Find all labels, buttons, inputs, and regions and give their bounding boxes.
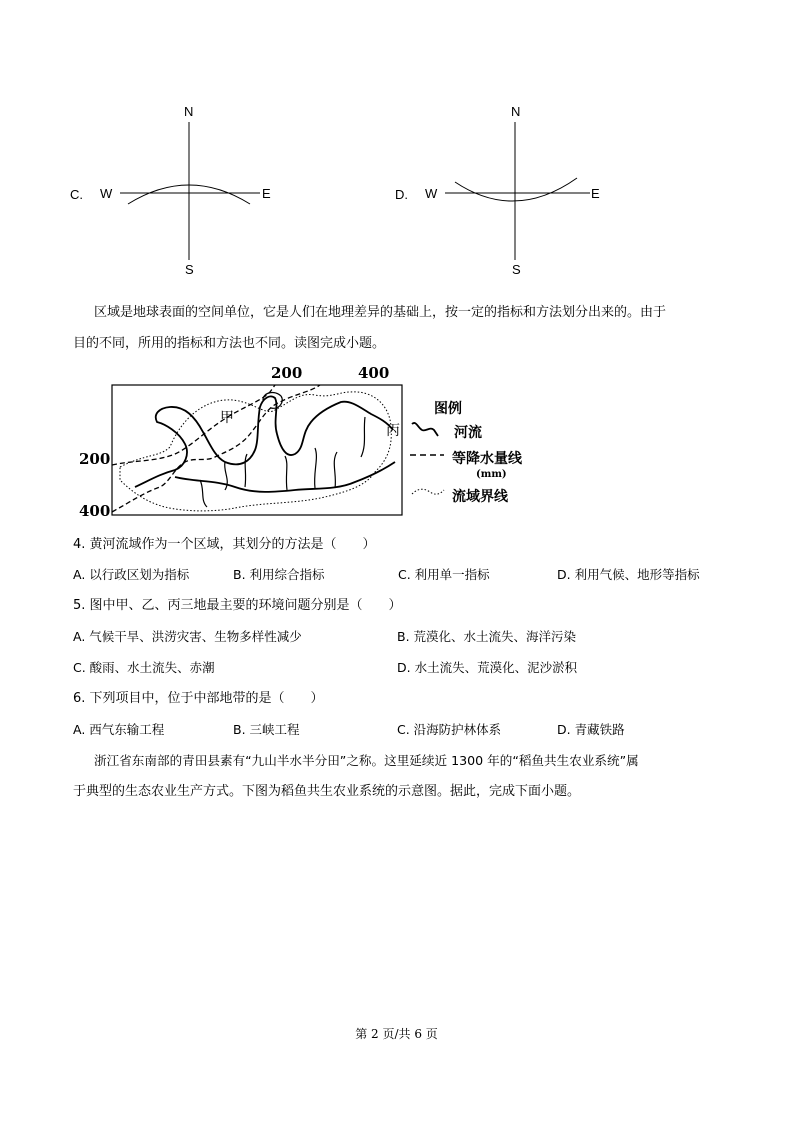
legend-basin-boundary-label: 流域界线 <box>452 489 508 505</box>
question-5-option-a: A. 气候干旱、洪涝灾害、生物多样性减少 <box>73 629 302 644</box>
north-label: N <box>184 104 194 119</box>
compass-c <box>70 100 290 280</box>
map-legend <box>410 398 550 518</box>
legend-title: 图例 <box>434 401 462 417</box>
intro-paragraph-2-line-2: 于典型的生态农业生产方式。下图为稻鱼共生农业系统的示意图。据此，完成下面小题。 <box>73 784 581 799</box>
east-label: E <box>262 186 271 201</box>
compass-d <box>395 100 615 280</box>
option-d-label: D. <box>395 187 408 202</box>
compass-d-diagram <box>395 100 615 280</box>
south-label: S <box>512 262 521 277</box>
west-label: W <box>425 186 438 201</box>
question-6-stem: 6. 下列项目中，位于中部地带的是（ ） <box>73 691 324 706</box>
question-5-option-c: C. 酸雨、水土流失、赤潮 <box>73 660 215 675</box>
question-5-option-d: D. 水土流失、荒漠化、泥沙淤积 <box>397 660 578 675</box>
east-label: E <box>591 186 600 201</box>
isohyet-200-top-label: 200 <box>271 364 303 382</box>
river-legend-icon <box>410 420 440 440</box>
question-5-stem: 5. 图中甲、乙、丙三地最主要的环境问题分别是（ ） <box>73 598 402 613</box>
option-c-label: C. <box>70 187 83 202</box>
question-6-option-d: D. 青藏铁路 <box>557 722 625 737</box>
question-4-option-b: B. 利用综合指标 <box>233 567 325 582</box>
north-label: N <box>511 104 521 119</box>
question-6-option-c: C. 沿海防护林体系 <box>397 722 502 737</box>
question-4-option-a: A. 以行政区划为指标 <box>73 567 190 582</box>
question-5-option-b: B. 荒漠化、水土流失、海洋污染 <box>397 629 577 644</box>
isohyet-400-top-label: 400 <box>358 364 390 382</box>
south-label: S <box>185 262 194 277</box>
question-4-option-c: C. 利用单一指标 <box>398 567 490 582</box>
question-6-option-b: B. 三峡工程 <box>233 722 300 737</box>
yellow-river-map <box>75 362 545 522</box>
isohyet-200-left-label: 200 <box>79 450 111 468</box>
question-4-stem: 4. 黄河流域作为一个区域，其划分的方法是（ ） <box>73 537 376 552</box>
question-6-option-a: A. 西气东输工程 <box>73 722 165 737</box>
page-footer: 第 2 页/共 6 页 <box>355 1027 438 1041</box>
isohyet-legend-icon <box>410 452 446 458</box>
place-bing-label: 丙 <box>386 423 400 439</box>
place-jia-label: 甲 <box>220 410 234 426</box>
compass-c-diagram <box>70 100 290 280</box>
west-label: W <box>100 186 113 201</box>
legend-river-label: 河流 <box>454 425 482 441</box>
isohyet-400-left-label: 400 <box>79 502 111 520</box>
intro-paragraph-1-line-2: 目的不同，所用的指标和方法也不同。读图完成小题。 <box>73 336 386 351</box>
question-4-option-d: D. 利用气候、地形等指标 <box>557 567 700 582</box>
intro-paragraph-1-line-1: 区域是地球表面的空间单位，它是人们在地理差异的基础上，按一定的指标和方法划分出来的。由于 <box>94 305 667 320</box>
legend-isohyet-label: 等降水量线 <box>452 451 522 467</box>
intro-paragraph-2-line-1: 浙江省东南部的青田县素有“九山半水半分田”之称。这里延续近 1300 年的“稻鱼共生农业系统”属 <box>94 753 639 768</box>
basin-boundary-legend-icon <box>410 484 446 498</box>
legend-isohyet-unit: (mm) <box>476 469 507 480</box>
